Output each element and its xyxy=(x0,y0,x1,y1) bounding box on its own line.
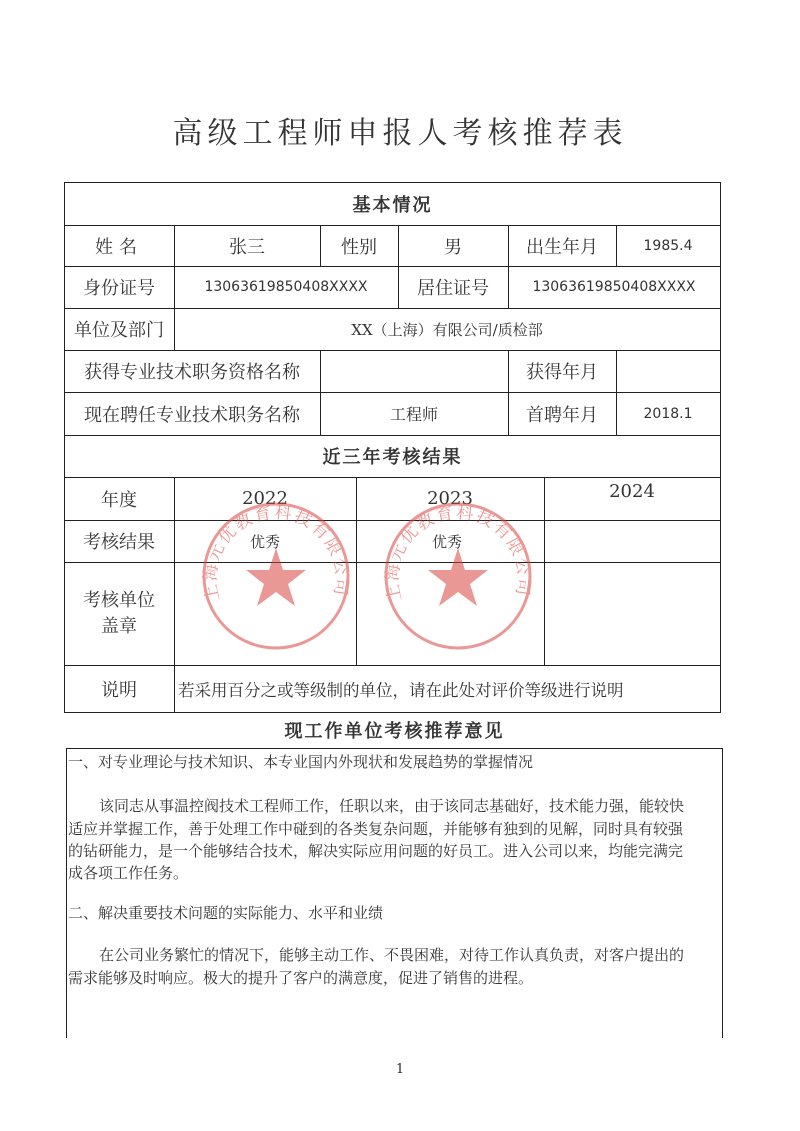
id-label: 身份证号 xyxy=(83,278,155,299)
note-value: 若采用百分之或等级制的单位，请在此处对评价等级进行说明 xyxy=(178,680,624,700)
opinion-item1-line3: 的钻研能力，是一个能够结合技术，解决实际应用问题的好员工。进入公司以来，均能完满完 xyxy=(68,842,684,860)
seal-label-line2: 盖章 xyxy=(101,615,137,637)
section-opinion-heading: 现工作单位考核推荐意见 xyxy=(284,721,505,742)
note-label: 说明 xyxy=(101,679,137,701)
section-basic-heading: 基本情况 xyxy=(352,194,433,216)
year-2022: 2022 xyxy=(242,488,288,509)
year-label: 年度 xyxy=(101,489,137,511)
first-hire-value: 2018.1 xyxy=(643,405,693,422)
birth-value: 1985.4 xyxy=(643,237,693,254)
unit-label: 单位及部门 xyxy=(74,320,164,341)
unit-value: XX（上海）有限公司/质检部 xyxy=(351,320,543,339)
name-value: 张三 xyxy=(229,236,265,258)
result-2024 xyxy=(544,520,720,562)
form-title: 高级工程师申报人考核推荐表 xyxy=(172,116,628,151)
opinion-item2-line2: 需求能够及时响应。极大的提升了客户的满意度，促进了销售的进程。 xyxy=(68,969,534,987)
id-value: 13063619850408XXXX xyxy=(204,279,368,295)
name-label: 姓名 xyxy=(95,236,143,258)
opinion-item2-line1: 在公司业务繁忙的情况下，能够主动工作、不畏困难，对待工作认真负责，对客户提出的 xyxy=(99,946,685,964)
qualification-date-value xyxy=(616,350,720,392)
current-post-value: 工程师 xyxy=(389,405,438,424)
result-2022: 优秀 xyxy=(249,532,280,551)
opinion-item1-line2: 适应并掌握工作，善于处理工作中碰到的各类复杂问题，并能够有独到的见解，同时具有较强 xyxy=(68,820,684,838)
qualification-value xyxy=(320,350,508,392)
opinion-item1-heading: 一、对专业理论与技术知识、本专业国内外现状和发展趋势的掌握情况 xyxy=(68,753,534,771)
company-seal-stamp-2023 xyxy=(382,500,534,652)
qualification-date-label: 获得年月 xyxy=(526,362,598,383)
residence-label: 居住证号 xyxy=(417,278,489,299)
svg-text:上海元优教育科技有限公司: 上海元优教育科技有限公司 xyxy=(200,502,352,604)
opinion-item2-heading: 二、解决重要技术问题的实际能力、水平和业绩 xyxy=(68,904,384,922)
company-seal-stamp-2022 xyxy=(200,500,352,652)
year-2024: 2024 xyxy=(609,481,655,502)
svg-text:上海元优教育科技有限公司: 上海元优教育科技有限公司 xyxy=(382,502,534,604)
residence-value: 13063619850408XXXX xyxy=(532,279,696,295)
result-label: 考核结果 xyxy=(83,532,155,553)
opinion-item1-line1: 该同志从事温控阀技术工程师工作，任职以来，由于该同志基础好，技术能力强，能较快 xyxy=(99,797,685,815)
opinion-item1-line4: 成各项工作任务。 xyxy=(68,864,189,882)
gender-value: 男 xyxy=(444,236,462,258)
result-2023: 优秀 xyxy=(432,532,463,551)
seal-label xyxy=(64,562,174,665)
seal-label-line1: 考核单位 xyxy=(83,589,155,611)
gender-label: 性别 xyxy=(341,236,377,258)
section-recent-heading: 近三年考核结果 xyxy=(322,447,463,468)
current-post-label: 现在聘任专业技术职务名称 xyxy=(84,404,300,426)
year-2023: 2023 xyxy=(427,488,473,509)
birth-label: 出生年月 xyxy=(526,236,598,258)
qualification-label: 获得专业技术职务资格名称 xyxy=(84,362,300,383)
first-hire-label: 首聘年月 xyxy=(526,404,598,426)
page-number: 1 xyxy=(395,1062,405,1077)
